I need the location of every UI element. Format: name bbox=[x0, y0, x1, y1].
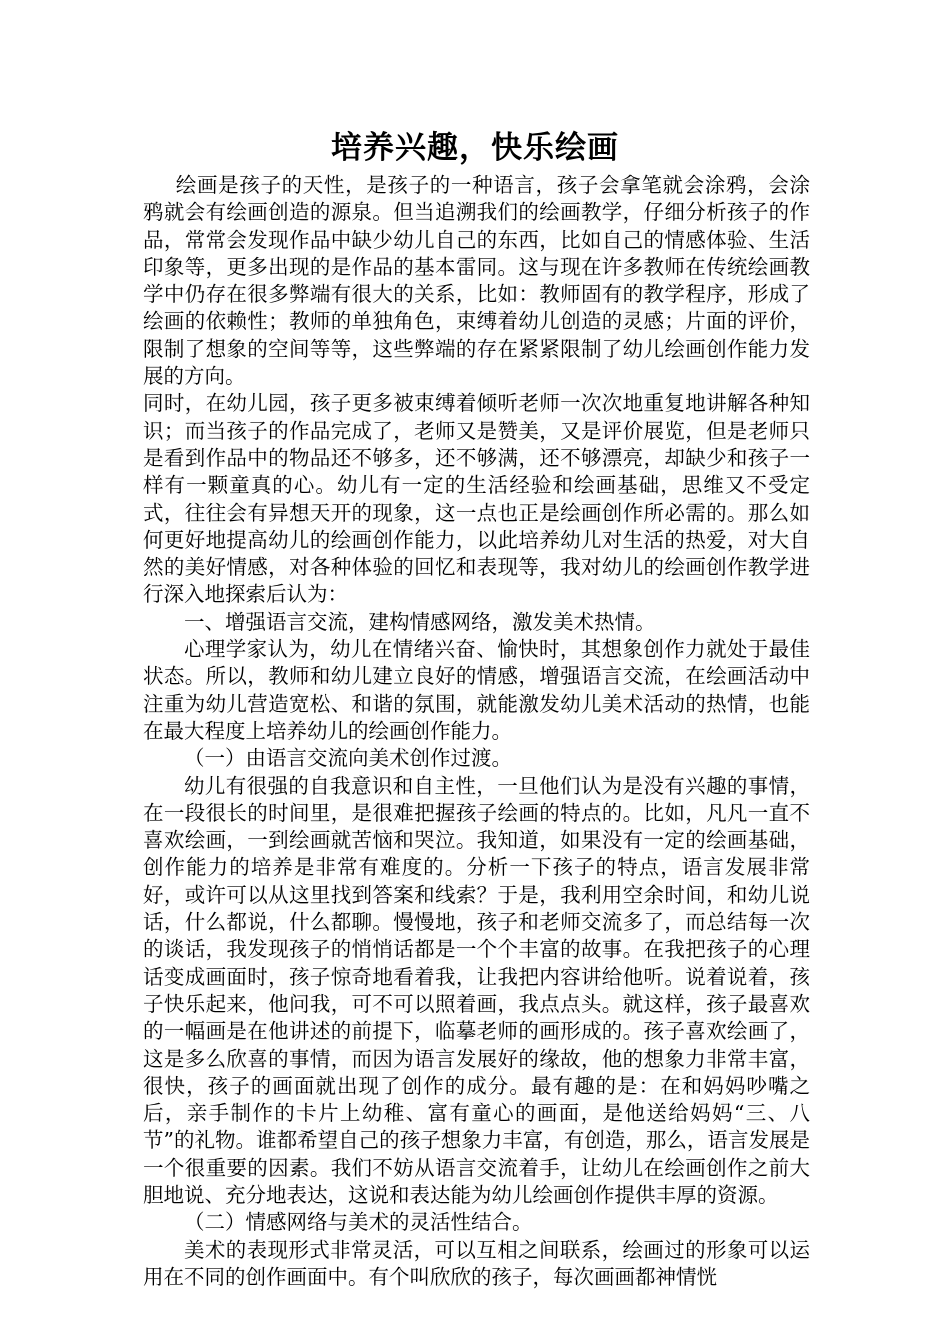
document-body bbox=[143, 172, 810, 1291]
paragraph-example: 幼儿有很强的自我意识和自主性，一旦他们认为是没有兴趣的事情，在一段很长的时间里，是很难把握孩子绘画的特点的。比如，凡凡一直不喜欢绘画，一到绘画就苦恼和哭泣。我知道，如果没有一定的绘画基础，创作能力的培养是非常有难度的。分析一下孩子的特点，语言发展非常好，或许可以从这里找到答案和线索？于是，我利用空余时间，和幼儿说话，什么都说，什么都聊。慢慢地，孩子和老师交流多了，而总结每一次的谈话，我发现孩子的悄悄话都是一个个丰富的故事。在我把孩子的心理话变成画面时，孩子惊奇地看着我，让我把内容讲给他听。说着说着，孩子快乐起来，他问我，可不可以照着画，我点点头。就这样，孩子最喜欢的一幅画是在他讲述的前提下，临摹老师的画形成的。孩子喜欢绘画了，这是多么欣喜的事情，而因为语言发展好的缘故，他的想象力非常丰富，很快，孩子的画面就出现了创作的成分。最有趣的是：在和妈妈吵嘴之后，亲手制作的卡片上幼稚、富有童心的画面，是他送给妈妈“三、八节”的礼物。谁都希望自己的孩子想象力丰富，有创造，那么，语言发展是一个很重要的因素。我们不妨从语言交流着手，让幼儿在绘画创作之前大胆地说、充分地表达，这说和表达能为幼儿绘画创作提供丰厚的资源。 bbox=[143, 773, 810, 1207]
paragraph-flexibility: 美术的表现形式非常灵活，可以互相之间联系，绘画过的形象可以运用在不同的创作画面中。有个叫欣欣的孩子，每次画画都神情恍 bbox=[143, 1237, 810, 1289]
section-heading-1: 一、增强语言交流，建构情感网络，激发美术热情。 bbox=[184, 609, 656, 634]
paragraph-context: 同时，在幼儿园，孩子更多被束缚着倾听老师一次次地重复地讲解各种知识；而当孩子的作品完成了，老师又是赞美，又是评价展览，但是老师只是看到作品中的物品还不够多，还不够满，还不够漂亮，却缺少和孩子一样有一颗童真的心。幼儿有一定的生活经验和绘画基础，思维又不受定式，往往会有异想天开的现象，这一点也正是绘画创作所必需的。那么如何更好地提高幼儿的绘画创作能力，以此培养幼儿对生活的热爱，对大自然的美好情感，对各种体验的回忆和表现等，我对幼儿的绘画创作教学进行深入地探索后认为： bbox=[143, 391, 810, 607]
paragraph-intro: 绘画是孩子的天性，是孩子的一种语言，孩子会拿笔就会涂鸦，会涂鸦就会有绘画创造的源泉。但当追溯我们的绘画教学，仔细分析孩子的作品，常常会发现作品中缺少幼儿自己的东西，比如自己的情感体验、生活印象等，更多出现的是作品的基本雷同。这与现在许多教师在传统绘画教学中仍存在很多弊端有很大的关系，比如：教师固有的教学程序，形成了绘画的依赖性；教师的单独角色，束缚着幼儿创造的灵感；片面的评价，限制了想象的空间等等，这些弊端的存在紧紧限制了幼儿绘画创作能力发展的方向。 bbox=[143, 173, 810, 389]
subsection-heading-2: （二）情感网络与美术的灵活性结合。 bbox=[184, 1210, 533, 1235]
document-title: 培养兴趣，快乐绘画 bbox=[331, 130, 619, 166]
paragraph-psychology: 心理学家认为，幼儿在情绪兴奋、愉快时，其想象创作力就处于最佳状态。所以，教师和幼儿建立良好的情感，增强语言交流，在绘画活动中注重为幼儿营造宽松、和谐的氛围，就能激发幼儿美术活动的热情，也能在最大程度上培养幼儿的绘画创作能力。 bbox=[143, 637, 810, 743]
subsection-heading-1: （一）由语言交流向美术创作过渡。 bbox=[184, 746, 512, 771]
